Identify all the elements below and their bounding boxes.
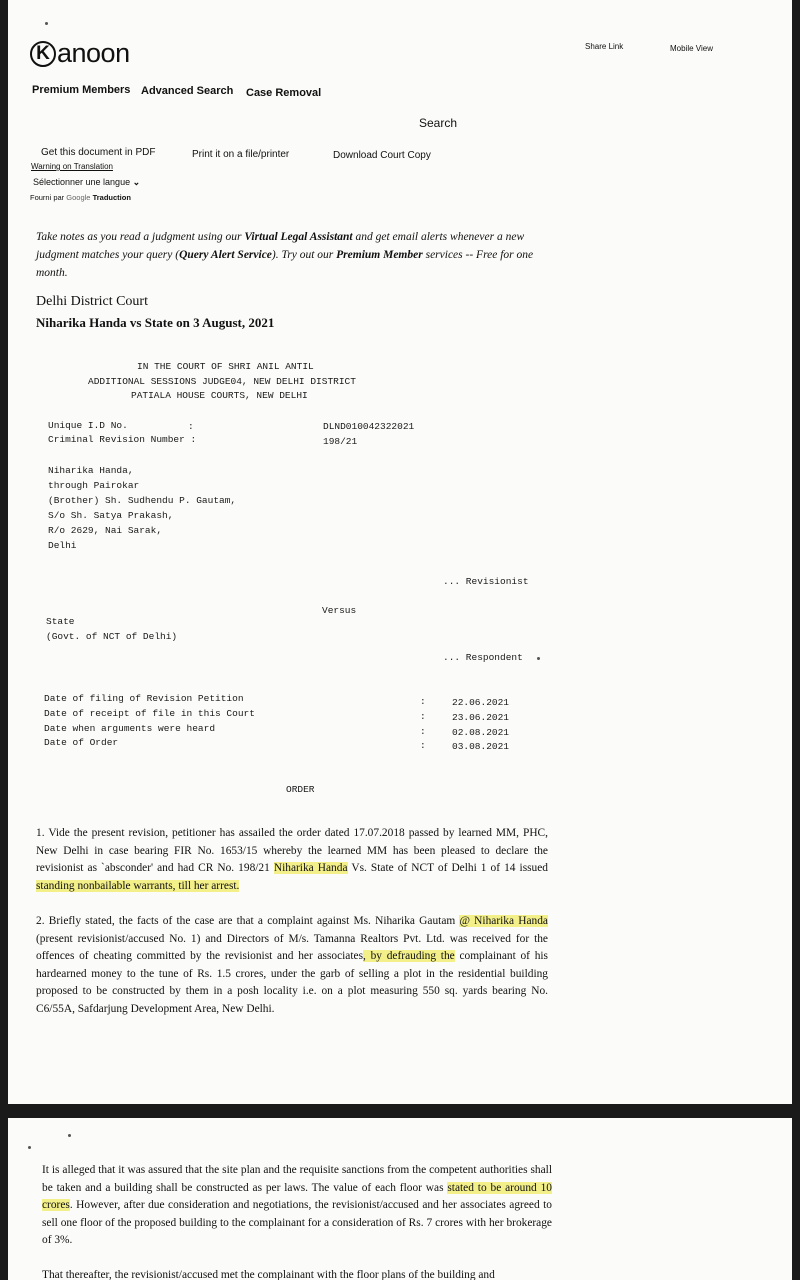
date-label: Date of Order [44, 737, 119, 748]
order-paragraph-2 [36, 913, 548, 1018]
petitioner-line: through Pairokar [48, 480, 140, 491]
court-heading-line-1: IN THE COURT OF SHRI ANIL ANTIL [137, 361, 314, 372]
promo-part-4: services -- Free for one month. [36, 249, 534, 279]
date-colon: : [420, 740, 426, 751]
criminal-revision-value: 198/21 [323, 436, 358, 447]
para1-highlight: standing nonbailable warrants, till her arrest. [36, 879, 240, 892]
promo-part-3: ). Try out our [271, 249, 337, 261]
date-colon: : [420, 696, 426, 707]
para3-highlight: stated to be around 10 crores [42, 1181, 552, 1211]
promo-part-2: and get email alerts whenever a new judgment matches your query ( [36, 231, 525, 261]
order-paragraph-3 [42, 1162, 552, 1250]
petitioner-line: Niharika Handa, [48, 465, 134, 476]
para2-text: complainant of his hardearned money to the tune of Rs. 1.5 crores, under the garb of selling a plot in the residential building proposed to be constructed by them in a posh locality i.e. on a plot measuring 550 sq. yards bearing No. C6/55A, Safdarjung Development Area, New Delhi. [36, 950, 548, 1015]
google-translate-credit [30, 193, 131, 202]
mobile-view-link[interactable]: Mobile View [670, 44, 713, 53]
search-button[interactable]: Search [419, 116, 458, 130]
promo-text [36, 228, 566, 282]
kanoon-logo[interactable] [30, 38, 130, 69]
petitioner-line: S/o Sh. Satya Prakash, [48, 510, 174, 521]
unique-id-label: Unique I.D No. [48, 420, 128, 431]
order-paragraph-4 [42, 1267, 552, 1280]
print-link[interactable]: Print it on a file/printer [192, 149, 290, 160]
para1-text: Vs. State of NCT of Delhi 1 of 14 issued [347, 862, 549, 874]
date-label: Date when arguments were heard [44, 723, 216, 734]
court-name: Delhi District Court [36, 294, 148, 309]
petitioner-line: Delhi [48, 540, 77, 551]
date-label: Date of receipt of file in this Court [44, 708, 255, 719]
date-value: 02.08.2021 [452, 727, 510, 738]
para2-highlight: , by defrauding the [363, 950, 455, 962]
premium-member-link[interactable]: Premium Member [336, 249, 423, 261]
para4-text: That thereafter, the revisionist/accused met the complainant with the floor plans of the building and [42, 1269, 495, 1280]
nav-premium-members[interactable]: Premium Members [32, 84, 131, 96]
para2-highlight: @ Niharika Handa [459, 915, 548, 927]
court-heading-line-3: PATIALA HOUSE COURTS, NEW DELHI [131, 390, 308, 401]
respondent-role: ... Respondent [443, 652, 523, 663]
language-select-label: Sélectionner une langue [33, 177, 131, 187]
speck [45, 22, 48, 25]
respondent-line: (Govt. of NCT of Delhi) [46, 631, 178, 642]
respondent-line: State [46, 616, 75, 627]
unique-id-colon: : [188, 421, 194, 432]
date-colon: : [420, 711, 426, 722]
query-alert-service-link[interactable]: Query Alert Service [179, 249, 272, 261]
para3-text: It is alleged that it was assured that the site plan and the requisite sanctions from the competent authorities shall be taken and a building shall be constructed as per laws. The value of each floor was [42, 1164, 552, 1194]
court-heading-line-2: ADDITIONAL SESSIONS JUDGE04, NEW DELHI DISTRICT [88, 376, 356, 387]
warning-translation-link[interactable]: Warning on Translation [31, 162, 113, 171]
versus-label: Versus [322, 605, 357, 616]
logo-text: anoon [57, 38, 130, 68]
date-label: Date of filing of Revision Petition [44, 693, 244, 704]
google-logo: Google [66, 193, 91, 202]
para3-text: . However, after due consideration and negotiations, the revisionist/accused and her associates agreed to sell one floor of the proposed building to the complainant for a consideration of Rs. 7 crores with her brokerage of 3%. [42, 1199, 552, 1246]
date-value: 22.06.2021 [452, 697, 510, 708]
speck [537, 657, 540, 660]
powered-by-prefix: Fourni par [30, 193, 65, 202]
order-heading: ORDER [286, 784, 315, 795]
speck [68, 1134, 71, 1137]
unique-id-value: DLND010042322021 [323, 421, 415, 432]
nav-advanced-search[interactable]: Advanced Search [141, 85, 234, 97]
order-paragraph-1 [36, 825, 548, 895]
pdf-link[interactable]: Get this document in PDF [41, 147, 156, 158]
date-value: 23.06.2021 [452, 712, 510, 723]
date-colon: : [420, 726, 426, 737]
document-page-1 [8, 0, 792, 1104]
date-value: 03.08.2021 [452, 741, 510, 752]
share-link[interactable]: Share Link [585, 42, 624, 51]
virtual-legal-assistant-link[interactable]: Virtual Legal Assistant [244, 231, 353, 243]
promo-part-1: Take notes as you read a judgment using our [36, 231, 245, 243]
download-court-copy-link[interactable]: Download Court Copy [333, 150, 431, 161]
para1-text: 1. Vide the present revision, petitioner has assailed the order dated 17.07.2018 passed by learned MM, PHC, New Delhi in case bearing FIR No. 1653/15 whereby the learned MM has been pleased to declare the revisionist as `absconder' and had CR No. 198/21 [36, 827, 548, 874]
speck [28, 1146, 31, 1149]
petitioner-line: (Brother) Sh. Sudhendu P. Gautam, [48, 495, 237, 506]
translate-label: Traduction [92, 193, 131, 202]
para1-highlight: Niharika Handa [273, 862, 348, 874]
criminal-revision-label: Criminal Revision Number : [48, 434, 197, 445]
chevron-down-icon: ⌄ [132, 177, 141, 187]
case-title: Niharika Handa vs State on 3 August, 2021 [36, 315, 275, 330]
logo-k-icon: K [30, 41, 56, 67]
revisionist-role: ... Revisionist [443, 576, 529, 587]
petitioner-line: R/o 2629, Nai Sarak, [48, 525, 163, 536]
para2-text: 2. Briefly stated, the facts of the case are that a complaint against Ms. Niharika Gautam [36, 915, 460, 927]
nav-case-removal[interactable]: Case Removal [246, 87, 322, 99]
para2-text: (present revisionist/accused No. 1) and Directors of M/s. Tamanna Realtors Pvt. Ltd. was received for the offences of cheating committed by the revisionist and her associates [36, 932, 548, 962]
document-page-2 [8, 1118, 792, 1280]
language-select[interactable] [33, 177, 140, 188]
